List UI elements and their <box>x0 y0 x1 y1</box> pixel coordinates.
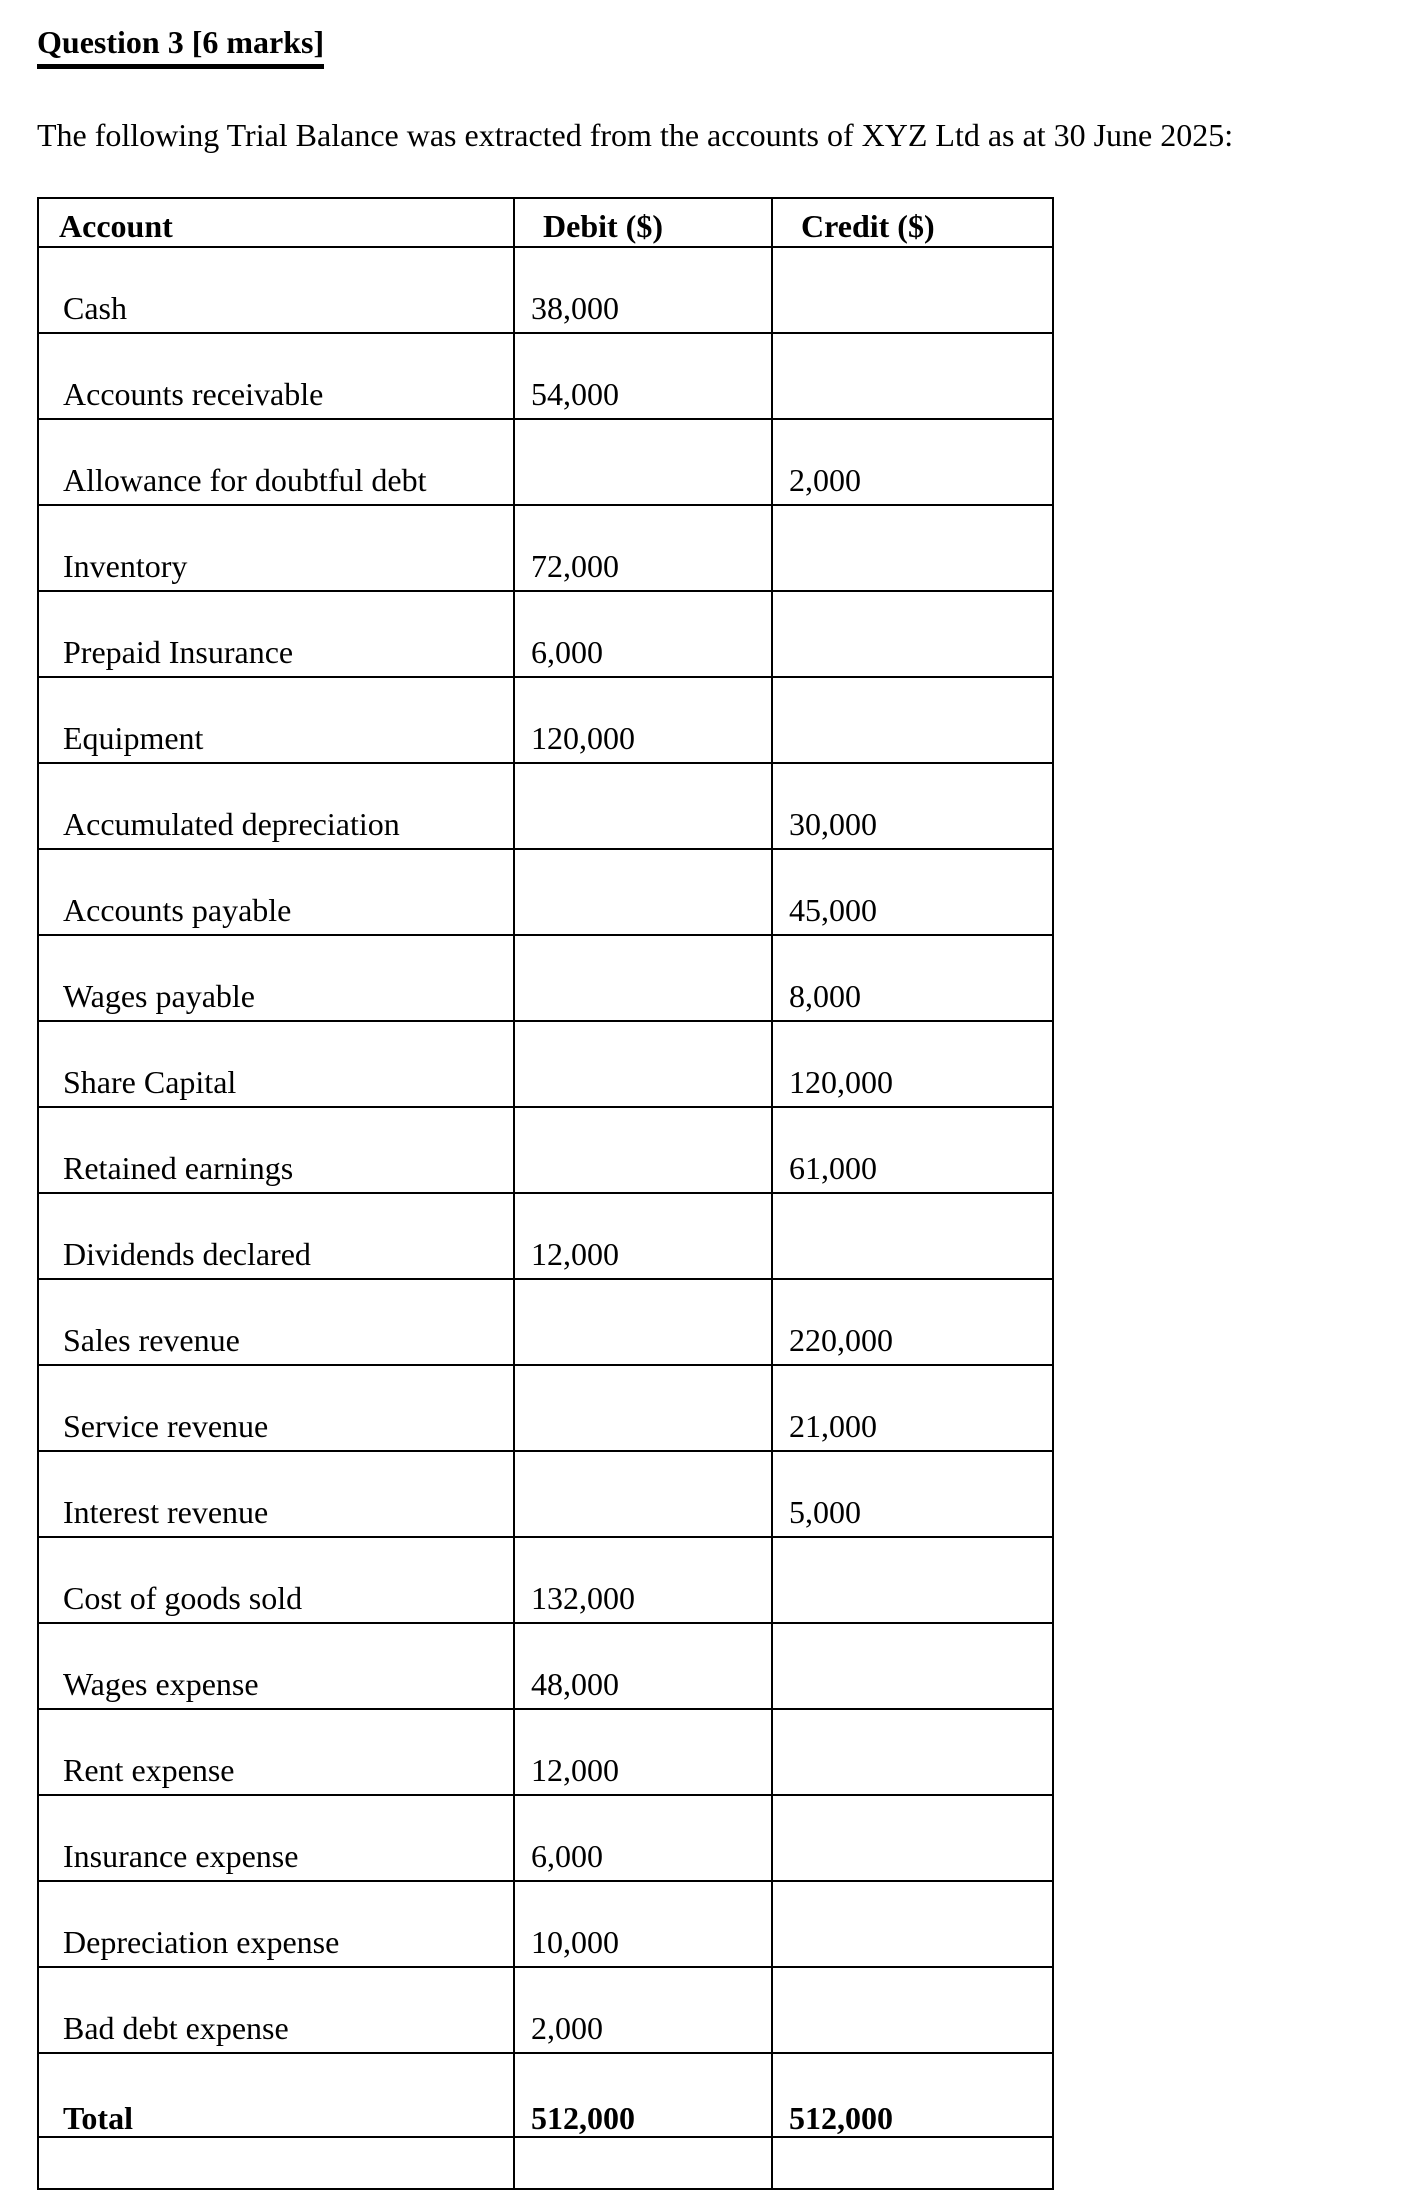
account-cell: Equipment <box>38 677 514 763</box>
table-row <box>38 505 1053 591</box>
credit-cell <box>772 1795 1053 1881</box>
table-row <box>38 1795 1053 1881</box>
credit-cell <box>772 591 1053 677</box>
table-row <box>38 1193 1053 1279</box>
account-cell: Wages payable <box>38 935 514 1021</box>
table-row <box>38 1107 1053 1193</box>
table-row <box>38 333 1053 419</box>
column-header-debit: Debit ($) <box>514 198 772 247</box>
table-row <box>38 849 1053 935</box>
account-cell: Accumulated depreciation <box>38 763 514 849</box>
table-row <box>38 1881 1053 1967</box>
table-row <box>38 1623 1053 1709</box>
table-row <box>38 1021 1053 1107</box>
column-header-credit: Credit ($) <box>772 198 1053 247</box>
account-cell: Retained earnings <box>38 1107 514 1193</box>
credit-cell <box>772 1537 1053 1623</box>
total-label-cell: Total <box>38 2053 514 2137</box>
account-cell: Accounts payable <box>38 849 514 935</box>
credit-cell <box>772 505 1053 591</box>
total-row <box>38 2053 1053 2137</box>
debit-cell: 10,000 <box>514 1881 772 1967</box>
trial-balance-table <box>37 197 1054 2190</box>
credit-cell: 61,000 <box>772 1107 1053 1193</box>
table-row <box>38 419 1053 505</box>
debit-cell: 6,000 <box>514 591 772 677</box>
table-row <box>38 1537 1053 1623</box>
table-row <box>38 1967 1053 2053</box>
debit-cell <box>514 419 772 505</box>
header-row <box>38 198 1053 247</box>
table-row <box>38 1365 1053 1451</box>
credit-cell <box>772 333 1053 419</box>
account-cell: Bad debt expense <box>38 1967 514 2053</box>
account-cell: Dividends declared <box>38 1193 514 1279</box>
table-row <box>38 1279 1053 1365</box>
debit-cell: 2,000 <box>514 1967 772 2053</box>
account-cell: Share Capital <box>38 1021 514 1107</box>
credit-cell <box>772 677 1053 763</box>
debit-cell <box>514 763 772 849</box>
debit-cell: 72,000 <box>514 505 772 591</box>
total-debit-cell: 512,000 <box>514 2053 772 2137</box>
clipped-account-cell <box>38 2137 514 2189</box>
table-row <box>38 591 1053 677</box>
credit-cell: 5,000 <box>772 1451 1053 1537</box>
credit-cell <box>772 247 1053 333</box>
credit-cell <box>772 1193 1053 1279</box>
table-row <box>38 677 1053 763</box>
debit-cell: 12,000 <box>514 1193 772 1279</box>
debit-cell: 12,000 <box>514 1709 772 1795</box>
credit-cell <box>772 1881 1053 1967</box>
account-cell: Sales revenue <box>38 1279 514 1365</box>
clipped-row <box>38 2137 1053 2189</box>
debit-cell <box>514 1107 772 1193</box>
table-body <box>38 247 1053 2189</box>
debit-cell <box>514 935 772 1021</box>
account-cell: Service revenue <box>38 1365 514 1451</box>
credit-cell: 220,000 <box>772 1279 1053 1365</box>
debit-cell <box>514 849 772 935</box>
account-cell: Wages expense <box>38 1623 514 1709</box>
question-heading: Question 3 [6 marks] <box>37 24 324 69</box>
debit-cell: 48,000 <box>514 1623 772 1709</box>
credit-cell <box>772 1967 1053 2053</box>
debit-cell: 120,000 <box>514 677 772 763</box>
debit-cell: 132,000 <box>514 1537 772 1623</box>
debit-cell <box>514 1021 772 1107</box>
intro-text: The following Trial Balance was extracted from the accounts of XYZ Ltd as at 30 June 2025: <box>37 117 1234 153</box>
total-credit-cell: 512,000 <box>772 2053 1053 2137</box>
account-cell: Accounts receivable <box>38 333 514 419</box>
account-cell: Depreciation expense <box>38 1881 514 1967</box>
debit-cell: 38,000 <box>514 247 772 333</box>
credit-cell <box>772 1623 1053 1709</box>
account-cell: Cost of goods sold <box>38 1537 514 1623</box>
account-cell: Prepaid Insurance <box>38 591 514 677</box>
debit-cell <box>514 1279 772 1365</box>
table-row <box>38 247 1053 333</box>
account-cell: Rent expense <box>38 1709 514 1795</box>
table-row <box>38 1451 1053 1537</box>
debit-cell: 6,000 <box>514 1795 772 1881</box>
debit-cell <box>514 1451 772 1537</box>
clipped-credit-cell <box>772 2137 1053 2189</box>
account-cell: Cash <box>38 247 514 333</box>
debit-cell: 54,000 <box>514 333 772 419</box>
column-header-account: Account <box>38 198 514 247</box>
table-row <box>38 1709 1053 1795</box>
account-cell: Inventory <box>38 505 514 591</box>
account-cell: Insurance expense <box>38 1795 514 1881</box>
credit-cell: 2,000 <box>772 419 1053 505</box>
table-header <box>38 198 1053 247</box>
account-cell: Interest revenue <box>38 1451 514 1537</box>
credit-cell: 45,000 <box>772 849 1053 935</box>
credit-cell <box>772 1709 1053 1795</box>
table-row <box>38 763 1053 849</box>
credit-cell: 21,000 <box>772 1365 1053 1451</box>
credit-cell: 120,000 <box>772 1021 1053 1107</box>
credit-cell: 8,000 <box>772 935 1053 1021</box>
credit-cell: 30,000 <box>772 763 1053 849</box>
account-cell: Allowance for doubtful debt <box>38 419 514 505</box>
debit-cell <box>514 1365 772 1451</box>
clipped-debit-cell <box>514 2137 772 2189</box>
table-row <box>38 935 1053 1021</box>
